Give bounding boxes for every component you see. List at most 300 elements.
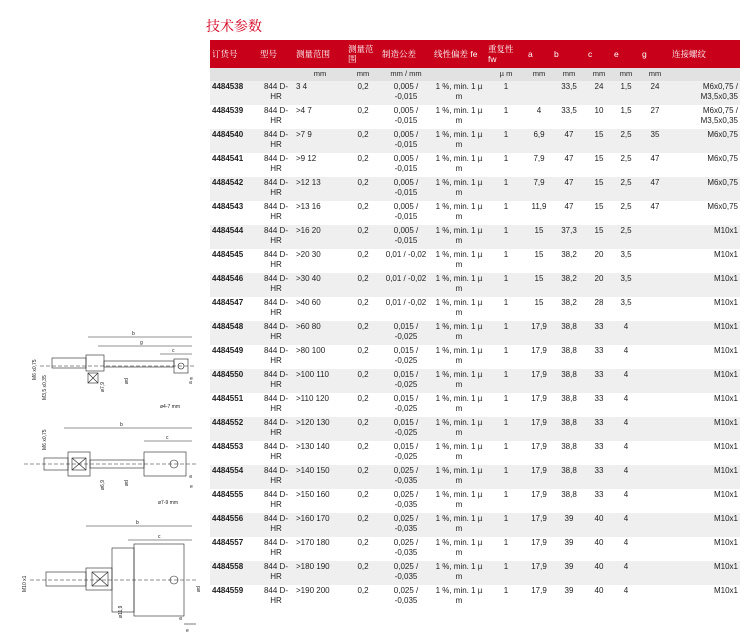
- table-cell: 0,01 / -0,02: [380, 273, 432, 297]
- table-cell: 844 D-HR: [258, 153, 294, 177]
- table-cell: 47: [640, 153, 670, 177]
- table-row: [210, 345, 740, 369]
- table-cell: 1: [486, 249, 526, 273]
- table-cell: 844 D-HR: [258, 345, 294, 369]
- d3-dim-od: ød: [196, 586, 202, 592]
- table-cell: 4: [612, 465, 640, 489]
- table-cell: >4 7: [294, 105, 346, 129]
- table-cell: 4484546: [210, 273, 258, 297]
- table-cell: 38,8: [552, 441, 586, 465]
- table-cell: M6x0,75: [670, 201, 740, 225]
- table-cell: 0,2: [346, 81, 380, 105]
- table-cell: M10x1: [670, 441, 740, 465]
- table-cell: 17,9: [526, 513, 552, 537]
- table-cell: M6x0,75: [670, 153, 740, 177]
- table-row: [210, 369, 740, 393]
- table-cell: M10x1: [670, 273, 740, 297]
- table-cell: 1 %, min. 1 µ m: [432, 225, 486, 249]
- table-cell: 1: [486, 297, 526, 321]
- table-cell: M10x1: [670, 225, 740, 249]
- table-cell: M10x1: [670, 393, 740, 417]
- table-cell: 1 %, min. 1 µ m: [432, 489, 486, 513]
- table-cell: M6x0,75 / M3,5x0,35: [670, 105, 740, 129]
- table-cell: 1 %, min. 1 µ m: [432, 321, 486, 345]
- table-cell: 844 D-HR: [258, 249, 294, 273]
- table-cell: 33: [586, 369, 612, 393]
- table-cell: 0,005 / -0,015: [380, 153, 432, 177]
- table-cell: 7,9: [526, 177, 552, 201]
- table-cell: M10x1: [670, 537, 740, 561]
- column-header: e: [612, 40, 640, 68]
- table-cell: 33: [586, 465, 612, 489]
- table-cell: 1 %, min. 1 µ m: [432, 153, 486, 177]
- table-cell: 1: [486, 561, 526, 585]
- table-cell: 0,2: [346, 417, 380, 441]
- table-cell: 15: [526, 273, 552, 297]
- table-cell: 40: [586, 537, 612, 561]
- table-cell: 17,9: [526, 585, 552, 609]
- table-row: [210, 441, 740, 465]
- d1-dim-thread1: M6 x0,75: [32, 359, 38, 380]
- table-cell: 11,9: [526, 201, 552, 225]
- table-cell: [640, 225, 670, 249]
- table-cell: 1: [486, 465, 526, 489]
- table-cell: 0,2: [346, 153, 380, 177]
- table-cell: 33: [586, 321, 612, 345]
- table-cell: M10x1: [670, 585, 740, 609]
- column-unit: mm: [552, 68, 586, 81]
- table-cell: >110 120: [294, 393, 346, 417]
- column-header: 线性偏差 fe: [432, 40, 486, 68]
- spec-table-header: [210, 40, 740, 68]
- table-cell: 0,005 / -0,015: [380, 105, 432, 129]
- table-cell: 844 D-HR: [258, 441, 294, 465]
- table-cell: [640, 273, 670, 297]
- spec-table: [210, 40, 740, 609]
- table-row: [210, 81, 740, 105]
- column-header: 测量范围: [294, 40, 346, 68]
- table-cell: [640, 441, 670, 465]
- table-cell: [640, 249, 670, 273]
- table-cell: 1: [486, 441, 526, 465]
- table-cell: 37,3: [552, 225, 586, 249]
- table-cell: 4484539: [210, 105, 258, 129]
- table-cell: 17,9: [526, 369, 552, 393]
- table-row: [210, 273, 740, 297]
- table-cell: 17,9: [526, 321, 552, 345]
- column-header: c: [586, 40, 612, 68]
- table-cell: 0,2: [346, 129, 380, 153]
- table-cell: 15: [586, 129, 612, 153]
- table-cell: 38,2: [552, 249, 586, 273]
- table-row: [210, 585, 740, 609]
- table-cell: 1 %, min. 1 µ m: [432, 297, 486, 321]
- table-cell: 1 %, min. 1 µ m: [432, 105, 486, 129]
- table-cell: 3,5: [612, 273, 640, 297]
- d1-dim-a: a: [188, 381, 194, 384]
- table-cell: >190 200: [294, 585, 346, 609]
- table-cell: 17,9: [526, 489, 552, 513]
- table-row: [210, 153, 740, 177]
- column-header: 测量范围: [346, 40, 380, 68]
- table-cell: 0,2: [346, 513, 380, 537]
- table-cell: 4484552: [210, 417, 258, 441]
- table-cell: [640, 393, 670, 417]
- table-cell: 2,5: [612, 129, 640, 153]
- table-cell: M10x1: [670, 249, 740, 273]
- table-cell: [640, 489, 670, 513]
- table-cell: 844 D-HR: [258, 297, 294, 321]
- table-cell: 1 %, min. 1 µ m: [432, 249, 486, 273]
- table-cell: 0,2: [346, 297, 380, 321]
- table-cell: 4: [612, 321, 640, 345]
- table-cell: 0,2: [346, 561, 380, 585]
- table-cell: M10x1: [670, 489, 740, 513]
- table-cell: 0,005 / -0,015: [380, 225, 432, 249]
- table-cell: 844 D-HR: [258, 369, 294, 393]
- table-cell: 0,005 / -0,015: [380, 81, 432, 105]
- table-cell: 1,5: [612, 81, 640, 105]
- table-cell: 0,015 / -0,025: [380, 393, 432, 417]
- table-cell: 38,8: [552, 369, 586, 393]
- table-cell: 6,9: [526, 129, 552, 153]
- table-cell: 33,5: [552, 105, 586, 129]
- table-cell: 20: [586, 249, 612, 273]
- table-cell: 0,025 / -0,035: [380, 585, 432, 609]
- table-cell: M6x0,75: [670, 129, 740, 153]
- table-cell: 33: [586, 441, 612, 465]
- table-cell: 35: [640, 129, 670, 153]
- table-cell: 0,025 / -0,035: [380, 465, 432, 489]
- table-cell: 0,2: [346, 537, 380, 561]
- table-cell: 1 %, min. 1 µ m: [432, 417, 486, 441]
- table-cell: 40: [586, 585, 612, 609]
- table-cell: 844 D-HR: [258, 489, 294, 513]
- table-cell: >9 12: [294, 153, 346, 177]
- column-unit: mm: [640, 68, 670, 81]
- table-row: [210, 105, 740, 129]
- table-cell: 4: [612, 561, 640, 585]
- table-cell: 28: [586, 297, 612, 321]
- table-cell: >12 13: [294, 177, 346, 201]
- table-cell: M10x1: [670, 513, 740, 537]
- table-row: [210, 489, 740, 513]
- table-cell: 40: [586, 561, 612, 585]
- column-header: g: [640, 40, 670, 68]
- d1-dim-od: ød: [124, 378, 130, 384]
- table-cell: 1 %, min. 1 µ m: [432, 441, 486, 465]
- table-cell: 0,2: [346, 489, 380, 513]
- table-cell: 17,9: [526, 465, 552, 489]
- table-cell: >120 130: [294, 417, 346, 441]
- table-cell: 33,5: [552, 81, 586, 105]
- table-cell: 4: [612, 513, 640, 537]
- table-cell: 2,5: [612, 177, 640, 201]
- table-cell: 15: [526, 297, 552, 321]
- column-header: a: [526, 40, 552, 68]
- table-cell: 2,5: [612, 225, 640, 249]
- table-cell: 38,8: [552, 417, 586, 441]
- table-cell: M10x1: [670, 369, 740, 393]
- table-cell: 0,2: [346, 273, 380, 297]
- table-cell: 1 %, min. 1 µ m: [432, 465, 486, 489]
- table-cell: M6x0,75 / M3,5x0,35: [670, 81, 740, 105]
- table-cell: 4484557: [210, 537, 258, 561]
- table-cell: 47: [640, 201, 670, 225]
- table-cell: 4484544: [210, 225, 258, 249]
- table-cell: 47: [552, 129, 586, 153]
- table-cell: 0,2: [346, 201, 380, 225]
- table-cell: 1 %, min. 1 µ m: [432, 537, 486, 561]
- table-cell: 0,2: [346, 249, 380, 273]
- table-cell: 3,5: [612, 249, 640, 273]
- table-cell: 33: [586, 417, 612, 441]
- table-cell: 1: [486, 369, 526, 393]
- table-cell: 39: [552, 561, 586, 585]
- table-cell: 4484547: [210, 297, 258, 321]
- table-cell: [640, 465, 670, 489]
- table-cell: 0,025 / -0,035: [380, 537, 432, 561]
- table-cell: 17,9: [526, 345, 552, 369]
- column-unit: [258, 68, 294, 81]
- table-cell: 47: [552, 201, 586, 225]
- column-unit: [670, 68, 740, 81]
- table-cell: 4484556: [210, 513, 258, 537]
- d2-dim-a: a: [188, 475, 194, 478]
- table-cell: M10x1: [670, 561, 740, 585]
- table-row: [210, 225, 740, 249]
- table-cell: 38,8: [552, 393, 586, 417]
- table-cell: 4484545: [210, 249, 258, 273]
- table-cell: >13 16: [294, 201, 346, 225]
- table-cell: 0,01 / -0,02: [380, 249, 432, 273]
- table-cell: >60 80: [294, 321, 346, 345]
- table-cell: 1: [486, 393, 526, 417]
- table-cell: 844 D-HR: [258, 129, 294, 153]
- table-cell: 844 D-HR: [258, 417, 294, 441]
- table-cell: 3,5: [612, 297, 640, 321]
- table-cell: 17,9: [526, 441, 552, 465]
- table-cell: 0,015 / -0,025: [380, 369, 432, 393]
- table-cell: 0,2: [346, 441, 380, 465]
- page-title: 技术参数: [206, 18, 262, 34]
- column-unit: mm: [526, 68, 552, 81]
- table-cell: 38,8: [552, 489, 586, 513]
- table-cell: 15: [526, 249, 552, 273]
- table-cell: [640, 297, 670, 321]
- table-cell: 0,005 / -0,015: [380, 129, 432, 153]
- table-cell: 40: [586, 513, 612, 537]
- table-cell: 0,2: [346, 393, 380, 417]
- d1-dim-c: c: [172, 348, 175, 354]
- table-cell: 0,2: [346, 225, 380, 249]
- table-cell: 47: [552, 153, 586, 177]
- table-cell: 0,01 / -0,02: [380, 297, 432, 321]
- d3-dim-a: a: [178, 617, 184, 620]
- table-cell: 3 4: [294, 81, 346, 105]
- table-cell: 4484543: [210, 201, 258, 225]
- table-cell: M10x1: [670, 321, 740, 345]
- column-unit: mm: [612, 68, 640, 81]
- table-cell: 0,2: [346, 345, 380, 369]
- table-cell: 4: [612, 585, 640, 609]
- column-unit: [432, 68, 486, 81]
- d2-caption: ø7-9 mm: [158, 500, 178, 506]
- table-cell: 0,015 / -0,025: [380, 321, 432, 345]
- column-unit: [210, 68, 258, 81]
- table-cell: [526, 81, 552, 105]
- table-cell: 4: [612, 489, 640, 513]
- d3-dim-e: e: [186, 628, 189, 634]
- table-cell: 7,9: [526, 153, 552, 177]
- table-cell: 2,5: [612, 153, 640, 177]
- table-cell: 1,5: [612, 105, 640, 129]
- table-cell: 844 D-HR: [258, 585, 294, 609]
- column-header: 订货号: [210, 40, 258, 68]
- table-cell: 47: [552, 177, 586, 201]
- table-cell: >7 9: [294, 129, 346, 153]
- drawing-medium-probe: [24, 428, 196, 476]
- table-cell: 4484558: [210, 561, 258, 585]
- column-unit: mm: [294, 68, 346, 81]
- column-unit: µ m: [486, 68, 526, 81]
- table-cell: 38,8: [552, 321, 586, 345]
- table-cell: 844 D-HR: [258, 513, 294, 537]
- table-cell: M10x1: [670, 345, 740, 369]
- table-row: [210, 417, 740, 441]
- table-cell: 17,9: [526, 417, 552, 441]
- d3-dim-b: b: [136, 520, 139, 526]
- table-cell: >170 180: [294, 537, 346, 561]
- table-cell: 4484538: [210, 81, 258, 105]
- table-cell: M6x0,75: [670, 177, 740, 201]
- column-header: 连接螺纹: [670, 40, 740, 68]
- table-row: [210, 201, 740, 225]
- table-cell: 33: [586, 489, 612, 513]
- table-cell: 844 D-HR: [258, 537, 294, 561]
- table-cell: 33: [586, 393, 612, 417]
- d3-dim-shank: ø11,9: [118, 605, 124, 618]
- table-cell: 4484542: [210, 177, 258, 201]
- table-cell: 844 D-HR: [258, 321, 294, 345]
- table-cell: 1 %, min. 1 µ m: [432, 513, 486, 537]
- table-cell: >80 100: [294, 345, 346, 369]
- d2-dim-c: c: [166, 435, 169, 441]
- column-unit: mm: [586, 68, 612, 81]
- d1-dim-e: e: [190, 376, 193, 382]
- table-cell: 0,2: [346, 321, 380, 345]
- table-cell: 0,025 / -0,035: [380, 489, 432, 513]
- table-cell: 1: [486, 489, 526, 513]
- table-cell: 20: [586, 273, 612, 297]
- column-header: 重复性 fw: [486, 40, 526, 68]
- table-cell: 0,015 / -0,025: [380, 441, 432, 465]
- table-cell: 1 %, min. 1 µ m: [432, 561, 486, 585]
- table-cell: >130 140: [294, 441, 346, 465]
- column-unit: mm / mm: [380, 68, 432, 81]
- table-cell: 38,8: [552, 345, 586, 369]
- table-cell: 1: [486, 129, 526, 153]
- table-cell: 4: [612, 369, 640, 393]
- table-cell: 27: [640, 105, 670, 129]
- table-cell: 1: [486, 537, 526, 561]
- d1-dim-g: g: [140, 340, 143, 346]
- table-cell: 1 %, min. 1 µ m: [432, 129, 486, 153]
- table-cell: 4: [612, 537, 640, 561]
- table-cell: [640, 345, 670, 369]
- table-row: [210, 249, 740, 273]
- table-cell: 24: [640, 81, 670, 105]
- d2-dim-od: ød: [124, 480, 130, 486]
- table-cell: 33: [586, 345, 612, 369]
- table-cell: 15: [586, 153, 612, 177]
- table-cell: 0,005 / -0,015: [380, 201, 432, 225]
- table-cell: 2,5: [612, 201, 640, 225]
- table-row: [210, 129, 740, 153]
- table-cell: 1: [486, 177, 526, 201]
- table-cell: 1: [486, 81, 526, 105]
- table-cell: 10: [586, 105, 612, 129]
- spec-table-body: [210, 81, 740, 609]
- table-cell: 38,2: [552, 273, 586, 297]
- table-row: [210, 513, 740, 537]
- table-cell: 1: [486, 417, 526, 441]
- table-cell: 4484541: [210, 153, 258, 177]
- table-cell: 1: [486, 513, 526, 537]
- table-row: [210, 177, 740, 201]
- column-header: 制造公差: [380, 40, 432, 68]
- d1-dim-thread2: M3,5 x0,35: [42, 375, 48, 400]
- table-cell: 4484540: [210, 129, 258, 153]
- table-cell: >16 20: [294, 225, 346, 249]
- table-cell: >30 40: [294, 273, 346, 297]
- table-cell: 4: [612, 417, 640, 441]
- table-cell: 844 D-HR: [258, 105, 294, 129]
- table-cell: 4484559: [210, 585, 258, 609]
- table-cell: 39: [552, 537, 586, 561]
- table-cell: 24: [586, 81, 612, 105]
- d2-dim-e: e: [190, 484, 193, 490]
- table-cell: >180 190: [294, 561, 346, 585]
- d1-dim-shank: ø7,9: [100, 381, 106, 392]
- table-cell: 1: [486, 321, 526, 345]
- table-cell: 4484554: [210, 465, 258, 489]
- d1-caption: ø4-7 mm: [160, 404, 180, 410]
- table-cell: 0,2: [346, 465, 380, 489]
- table-cell: 844 D-HR: [258, 393, 294, 417]
- table-cell: [640, 417, 670, 441]
- table-cell: 4484553: [210, 441, 258, 465]
- table-cell: 1 %, min. 1 µ m: [432, 81, 486, 105]
- table-cell: 1: [486, 225, 526, 249]
- spec-table-units: [210, 68, 740, 81]
- table-cell: 1 %, min. 1 µ m: [432, 345, 486, 369]
- table-cell: [640, 537, 670, 561]
- table-cell: 1: [486, 105, 526, 129]
- table-cell: >40 60: [294, 297, 346, 321]
- table-cell: 17,9: [526, 393, 552, 417]
- table-cell: 0,2: [346, 177, 380, 201]
- table-cell: [640, 561, 670, 585]
- table-cell: [640, 321, 670, 345]
- d3-dim-c: c: [158, 534, 161, 540]
- table-cell: 1: [486, 201, 526, 225]
- table-cell: 1 %, min. 1 µ m: [432, 177, 486, 201]
- table-cell: 15: [586, 177, 612, 201]
- table-cell: 844 D-HR: [258, 273, 294, 297]
- table-cell: 4484550: [210, 369, 258, 393]
- table-cell: 4484549: [210, 345, 258, 369]
